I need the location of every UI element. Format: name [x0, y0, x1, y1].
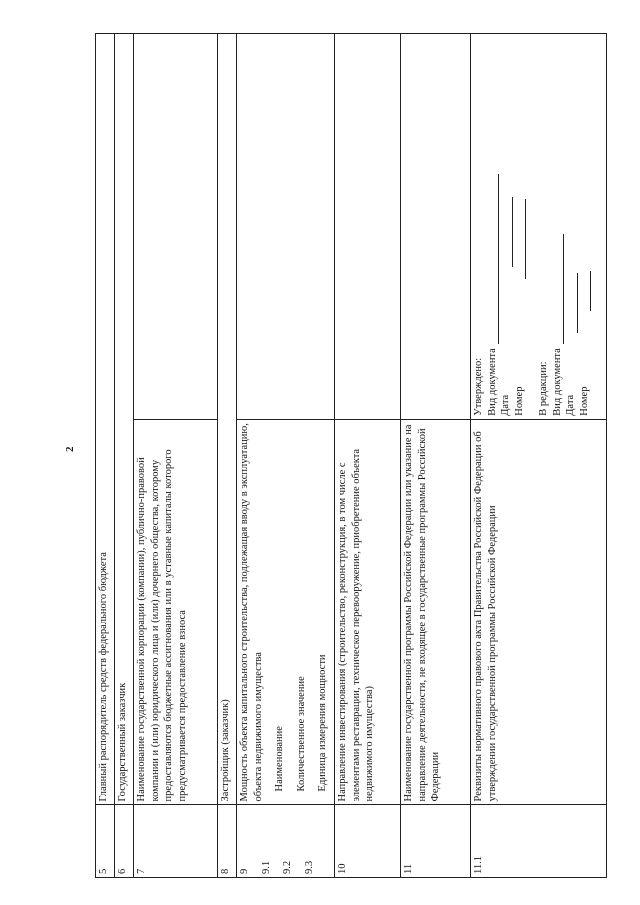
row-number: 8 — [218, 805, 237, 878]
revision-date-line[interactable] — [566, 273, 578, 333]
row-label: Государственный заказчик — [115, 34, 134, 805]
revision-date-label: Дата — [565, 394, 576, 416]
row-number: 5 — [96, 805, 115, 878]
row-label-group — [237, 419, 335, 805]
table-row — [401, 34, 471, 878]
row-number: 9.3 — [303, 860, 315, 874]
table-row — [96, 34, 115, 878]
table-row — [237, 34, 335, 878]
table-row — [335, 34, 401, 878]
row-label: Застройщик (заказчик) — [218, 34, 237, 805]
page-number: 2 — [64, 446, 76, 452]
approval-date-field[interactable] — [499, 37, 513, 416]
passport-form — [95, 33, 607, 878]
approval-doc-type-field[interactable] — [486, 37, 500, 416]
table-row — [134, 34, 218, 878]
approval-doc-type-line[interactable] — [487, 174, 499, 344]
row-value[interactable] — [401, 34, 471, 420]
approval-block — [471, 34, 607, 420]
table-row — [115, 34, 134, 878]
table-row — [218, 34, 237, 878]
row-number: 6 — [115, 805, 134, 878]
row-number: 7 — [134, 805, 218, 878]
row-value[interactable] — [237, 34, 335, 420]
row-label: Мощность объекта капитального строительства, подлежащая вводу в эксплуатацию, объекта недвижимого имущества — [239, 423, 264, 802]
revision-number-label: Номер — [578, 386, 590, 416]
approval-number-field[interactable] — [513, 37, 527, 416]
approval-number-label: Номер — [513, 386, 525, 416]
row-value[interactable] — [134, 34, 218, 420]
revision-date-field[interactable] — [564, 37, 578, 416]
revision-number-line[interactable] — [579, 271, 591, 311]
approval-doc-type-label: Вид документа — [486, 348, 498, 416]
row-label: Наименование — [274, 726, 285, 792]
row-number: 11 — [401, 805, 471, 878]
row-value[interactable] — [335, 34, 401, 420]
row-number: 10 — [335, 805, 401, 878]
revision-number-field[interactable] — [578, 37, 592, 416]
approval-title: Утверждено: — [473, 357, 484, 416]
revision-title: В редакции: — [538, 361, 549, 416]
row-label: Главный распорядитель средств федерального бюджета — [96, 34, 115, 805]
revision-doc-type-field[interactable] — [551, 37, 565, 416]
row-label: Наименование государственной программы Российской Федерации или указание на направление деятельности, не входящее в государственные программы Российской Федерации — [401, 419, 471, 805]
row-label: Реквизиты нормативного правового акта Правительства Российской Федерации об утверждении государственной программы Российской Федерации — [471, 419, 607, 805]
approval-date-label: Дата — [500, 394, 511, 416]
row-number: 11.1 — [471, 805, 607, 878]
revision-doc-type-line[interactable] — [552, 234, 564, 344]
row-label: Наименование государственной корпорации (компании), публично-правовой компании и (или) юридического лица и (или) дочернего общества, которому предоставляются бюджетные ассигнования или в уставные капиталы которого предусматривается предоставление взноса — [134, 419, 218, 805]
revision-doc-type-label: Вид документа — [551, 348, 563, 416]
row-number: 9 — [239, 868, 250, 874]
row-label: Направление инвестирования (строительство, реконструкция, в том числе с элементами реставрации, техническое перевооружение, приобретение объекта недвижимого имущества) — [335, 419, 401, 805]
table-row — [471, 34, 607, 878]
approval-date-line[interactable] — [501, 197, 513, 267]
row-label: Единица измерения мощности — [317, 654, 328, 792]
row-number: 9.1 — [260, 860, 272, 874]
approval-number-line[interactable] — [514, 199, 526, 279]
row-number-group — [237, 805, 335, 878]
form-table — [95, 33, 607, 878]
row-number: 9.2 — [282, 860, 293, 874]
row-label: Количественное значение — [295, 676, 307, 792]
